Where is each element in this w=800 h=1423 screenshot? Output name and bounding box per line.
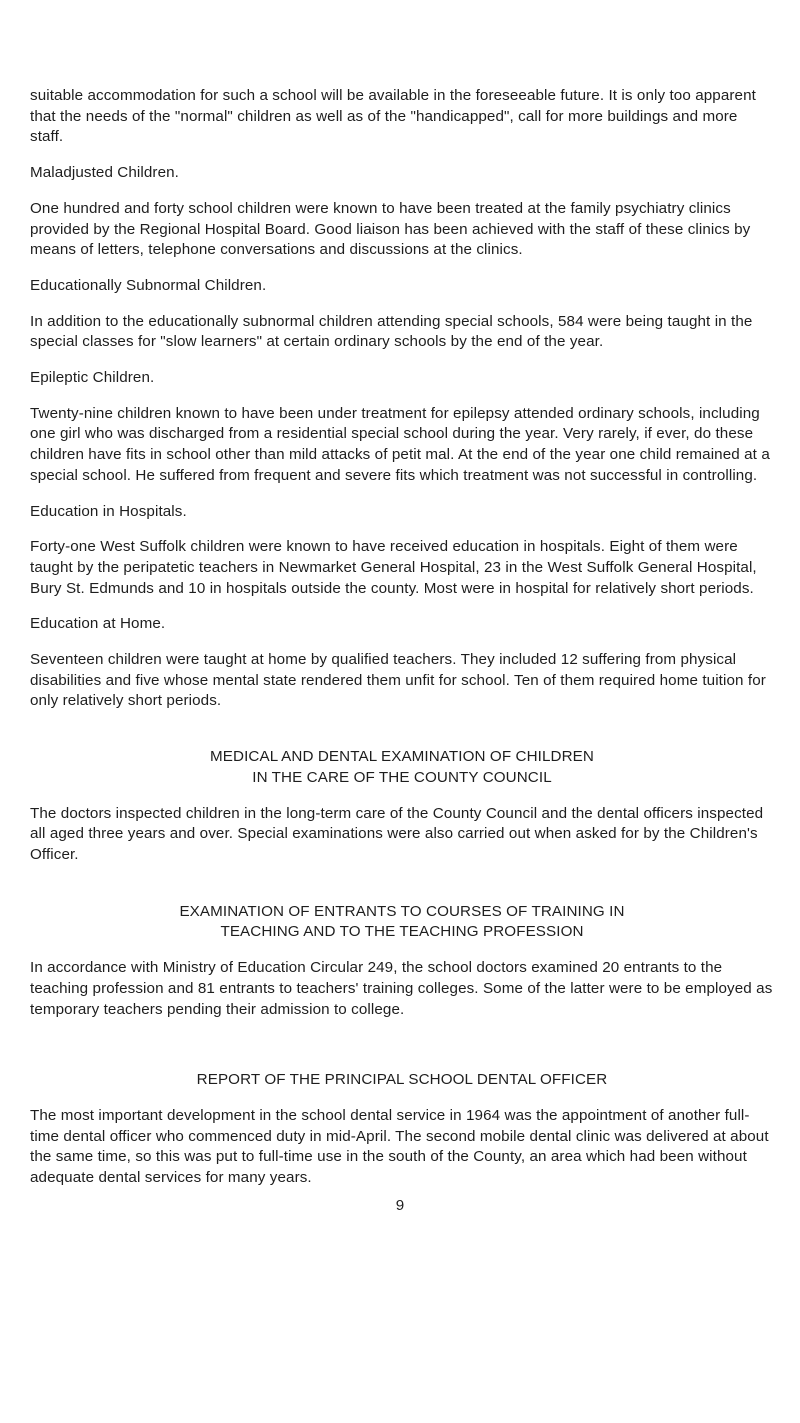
paragraph-medical-dental: The doctors inspected children in the long-term care of the County Council and the dental officers inspected all aged three years and over. Special examinations were also carried out when asked for by the Children's Officer.: [30, 804, 764, 863]
page-number: 9: [395, 1197, 405, 1214]
paragraph-educationally-subnormal: In addition to the educationally subnormal children attending special schools, 584 were being taught in the special classes for "slow learners" at certain ordinary schools by the end of the year.: [30, 312, 753, 351]
heading-education-at-home: Education at Home.: [30, 615, 166, 633]
paragraph-home: Seventeen children were taught at home by qualified teachers. They included 12 suffering from physical disabilities and five whose mental state rendered them unfit for school. Ten of them required home tuition for only relatively short periods.: [30, 651, 766, 710]
document-page: [30, 86, 774, 1204]
paragraph-intro: suitable accommodation for such a school will be available in the foreseeable future. It is only too apparent that the needs of the "normal" children as well as of the "handicapped", call for more buildings and more staff.: [30, 87, 756, 146]
section-heading-entrants-line2: TEACHING AND TO THE TEACHING PROFESSION: [220, 923, 584, 941]
paragraph-entrants: In accordance with Ministry of Education Circular 249, the school doctors examined 20 entrants to the teaching profession and 81 entrants to teachers' training colleges. Some of the latter were to be employed as temporary teachers pending their admission to college.: [30, 959, 773, 1018]
section-heading-medical-line2: IN THE CARE OF THE COUNTY COUNCIL: [252, 768, 552, 786]
paragraph-dental-officer: The most important development in the school dental service in 1964 was the appointment of another full-time dental officer who commenced duty in mid-April. The second mobile dental clinic was delivered at about the same time, so this was put to full-time use in the south of the County, an area which had been without adequate dental services for many years.: [30, 1106, 769, 1187]
section-heading-dental-officer: REPORT OF THE PRINCIPAL SCHOOL DENTAL OFFICER: [196, 1071, 608, 1089]
paragraph-maladjusted: One hundred and forty school children were known to have been treated at the family psychiatry clinics provided by the Regional Hospital Board. Good liaison has been achieved with the staff of these clinics by means of letters, telephone conversations and discussions at the clinics.: [30, 199, 751, 259]
section-heading-entrants-line1: EXAMINATION OF ENTRANTS TO COURSES OF TRAINING IN: [179, 902, 625, 920]
section-heading-entrants: [30, 902, 774, 943]
section-heading-medical-dental: [30, 747, 774, 788]
heading-maladjusted-children: Maladjusted Children.: [30, 164, 179, 182]
heading-epileptic-children: Epileptic Children.: [30, 369, 155, 387]
heading-education-in-hospitals: Education in Hospitals.: [30, 502, 187, 520]
paragraph-hospitals: Forty-one West Suffolk children were known to have received education in hospitals. Eight of them were taught by the peripatetic teachers in Newmarket General Hospital, 23 in the West Suffolk General Hospital, Bury St. Edmunds and 10 in hospitals outside the county. Most were in hospital for relatively short periods.: [30, 538, 757, 597]
heading-educationally-subnormal: Educationally Subnormal Children.: [30, 276, 267, 294]
paragraph-epileptic: Twenty-nine children known to have been under treatment for epilepsy attended ordinary schools, including one girl who was discharged from a residential special school during the year. Very rarely, if ever, do these children have fits in school other than mild attacks of petit mal. At the end of the year one child remained at a special school. He suffered from frequent and severe fits which treatment was not successful in controlling.: [30, 404, 770, 484]
section-heading-medical-line1: MEDICAL AND DENTAL EXAMINATION OF CHILDREN: [210, 748, 594, 766]
